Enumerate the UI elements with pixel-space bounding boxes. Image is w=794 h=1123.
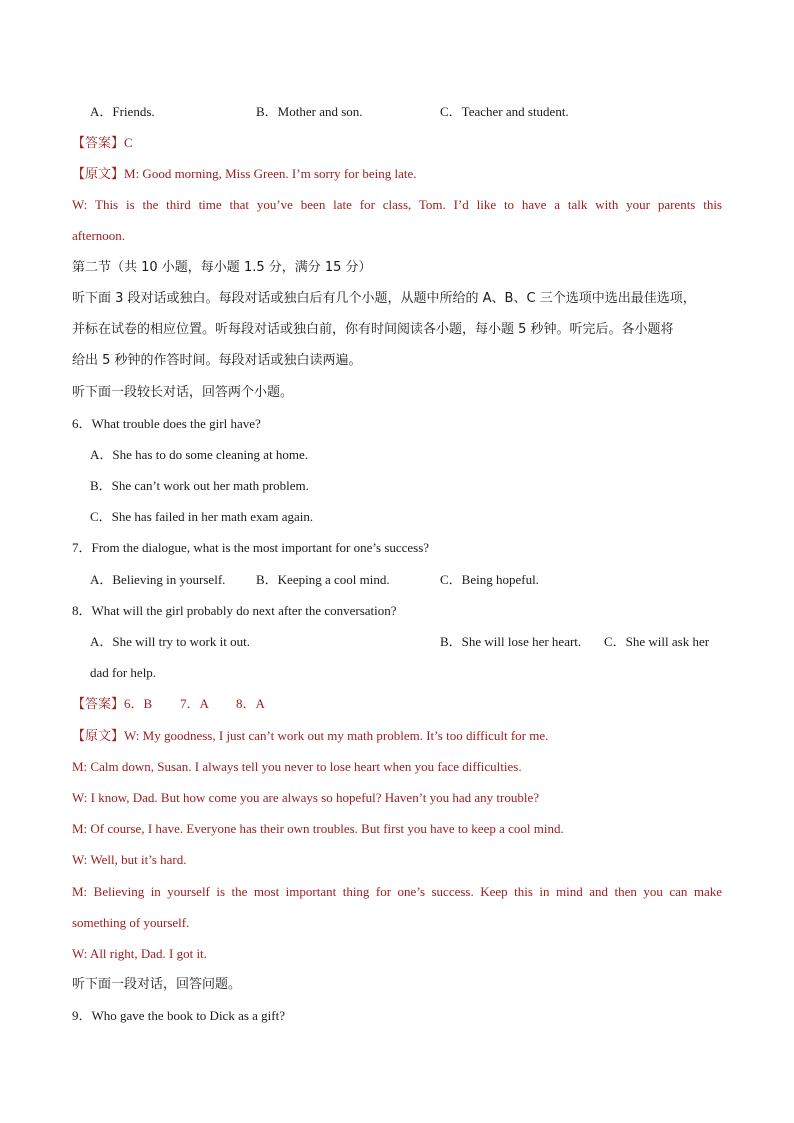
q8-option-c-cont: dad for help. [90,665,157,680]
script-678-line-4: M: Of course, I have. Everyone has their own troubles. But first you have to keep a cool mind. [72,821,564,836]
dialogue-intro: 听下面一段较长对话，回答两个小题。 [72,385,294,400]
instruction-line-2: 并标在试卷的相应位置。听每段对话或独白前，你有时间阅读各小题，每小题 5 秒钟。听完后。各小题将 [72,322,674,337]
q7-option-b: B．Keeping a cool mind. [256,572,390,587]
script-678-line-3: W: I know, Dad. But how come you are always so hopeful? Haven’t you had any trouble? [72,790,540,805]
script-678-first: W: My goodness, I just can’t work out my math problem. It’s too difficult for me. [124,728,549,743]
q5-script-line-1 [72,166,416,183]
q7-option-a: A．Believing in yourself. [90,572,226,587]
script-tag: 【原文】 [72,729,125,744]
section-heading: 第二节（共 10 小题，每小题 1.5 分，满分 15 分） [72,260,372,275]
script-678-line-7: something of yourself. [72,915,190,930]
q8-option-b: B．She will lose her heart. [440,634,582,649]
q8-stem: 8．What will the girl probably do next after the conversation? [72,603,397,618]
answer-8: 8．A [236,696,265,711]
next-dialogue-intro: 听下面一段对话，回答问题。 [72,977,242,992]
q6-option-c: C．She has failed in her math exam again. [90,509,314,524]
q5-script-line-2: W: This is the third time that you’ve been late for class, Tom. I’d like to have a talk with your parents this [72,197,722,212]
q6-option-a: A．She has to do some cleaning at home. [90,447,309,462]
answer-tag: 【答案】 [72,697,125,712]
q5-answer-line [72,135,133,152]
q5-script-line-3: afternoon. [72,228,126,243]
q5-answer: C [124,135,133,150]
script-678-line-2: M: Calm down, Susan. I always tell you never to lose heart when you face difficulties. [72,759,522,774]
q5-option-c: C．Teacher and student. [440,104,569,119]
q8-option-a: A．She will try to work it out. [90,634,250,649]
answer-7: 7．A [180,696,209,711]
answer-tag: 【答案】 [72,136,125,151]
answer-6: 6．B [124,696,153,711]
q7-option-c: C．Being hopeful. [440,572,539,587]
q5-option-a: A．Friends. [90,104,155,119]
script-tag: 【原文】 [72,167,125,182]
instruction-line-1: 听下面 3 段对话或独白。每段对话或独白后有几个小题，从题中所给的 A、B、C 三个选项中选出最佳选项， [72,291,696,306]
answers-678-line [72,696,265,713]
q5-script-text-1: M: Good morning, Miss Green. I’m sorry for being late. [124,166,417,181]
script-678-line-6: M: Believing in yourself is the most important thing for one’s success. Keep this in mind and then you can make [72,884,722,899]
q6-option-b: B．She can’t work out her math problem. [90,478,309,493]
q8-option-c: C．She will ask her [604,634,710,649]
script-678-line-5: W: Well, but it’s hard. [72,852,187,867]
script-678-line-1 [72,728,548,745]
script-678-line-8: W: All right, Dad. I got it. [72,946,207,961]
q5-option-b: B．Mother and son. [256,104,363,119]
q6-stem: 6．What trouble does the girl have? [72,416,261,431]
q7-stem: 7．From the dialogue, what is the most important for one’s success? [72,540,430,555]
q9-stem: 9．Who gave the book to Dick as a gift? [72,1008,285,1023]
instruction-line-3: 给出 5 秒钟的作答时间。每段对话或独白读两遍。 [72,353,362,368]
